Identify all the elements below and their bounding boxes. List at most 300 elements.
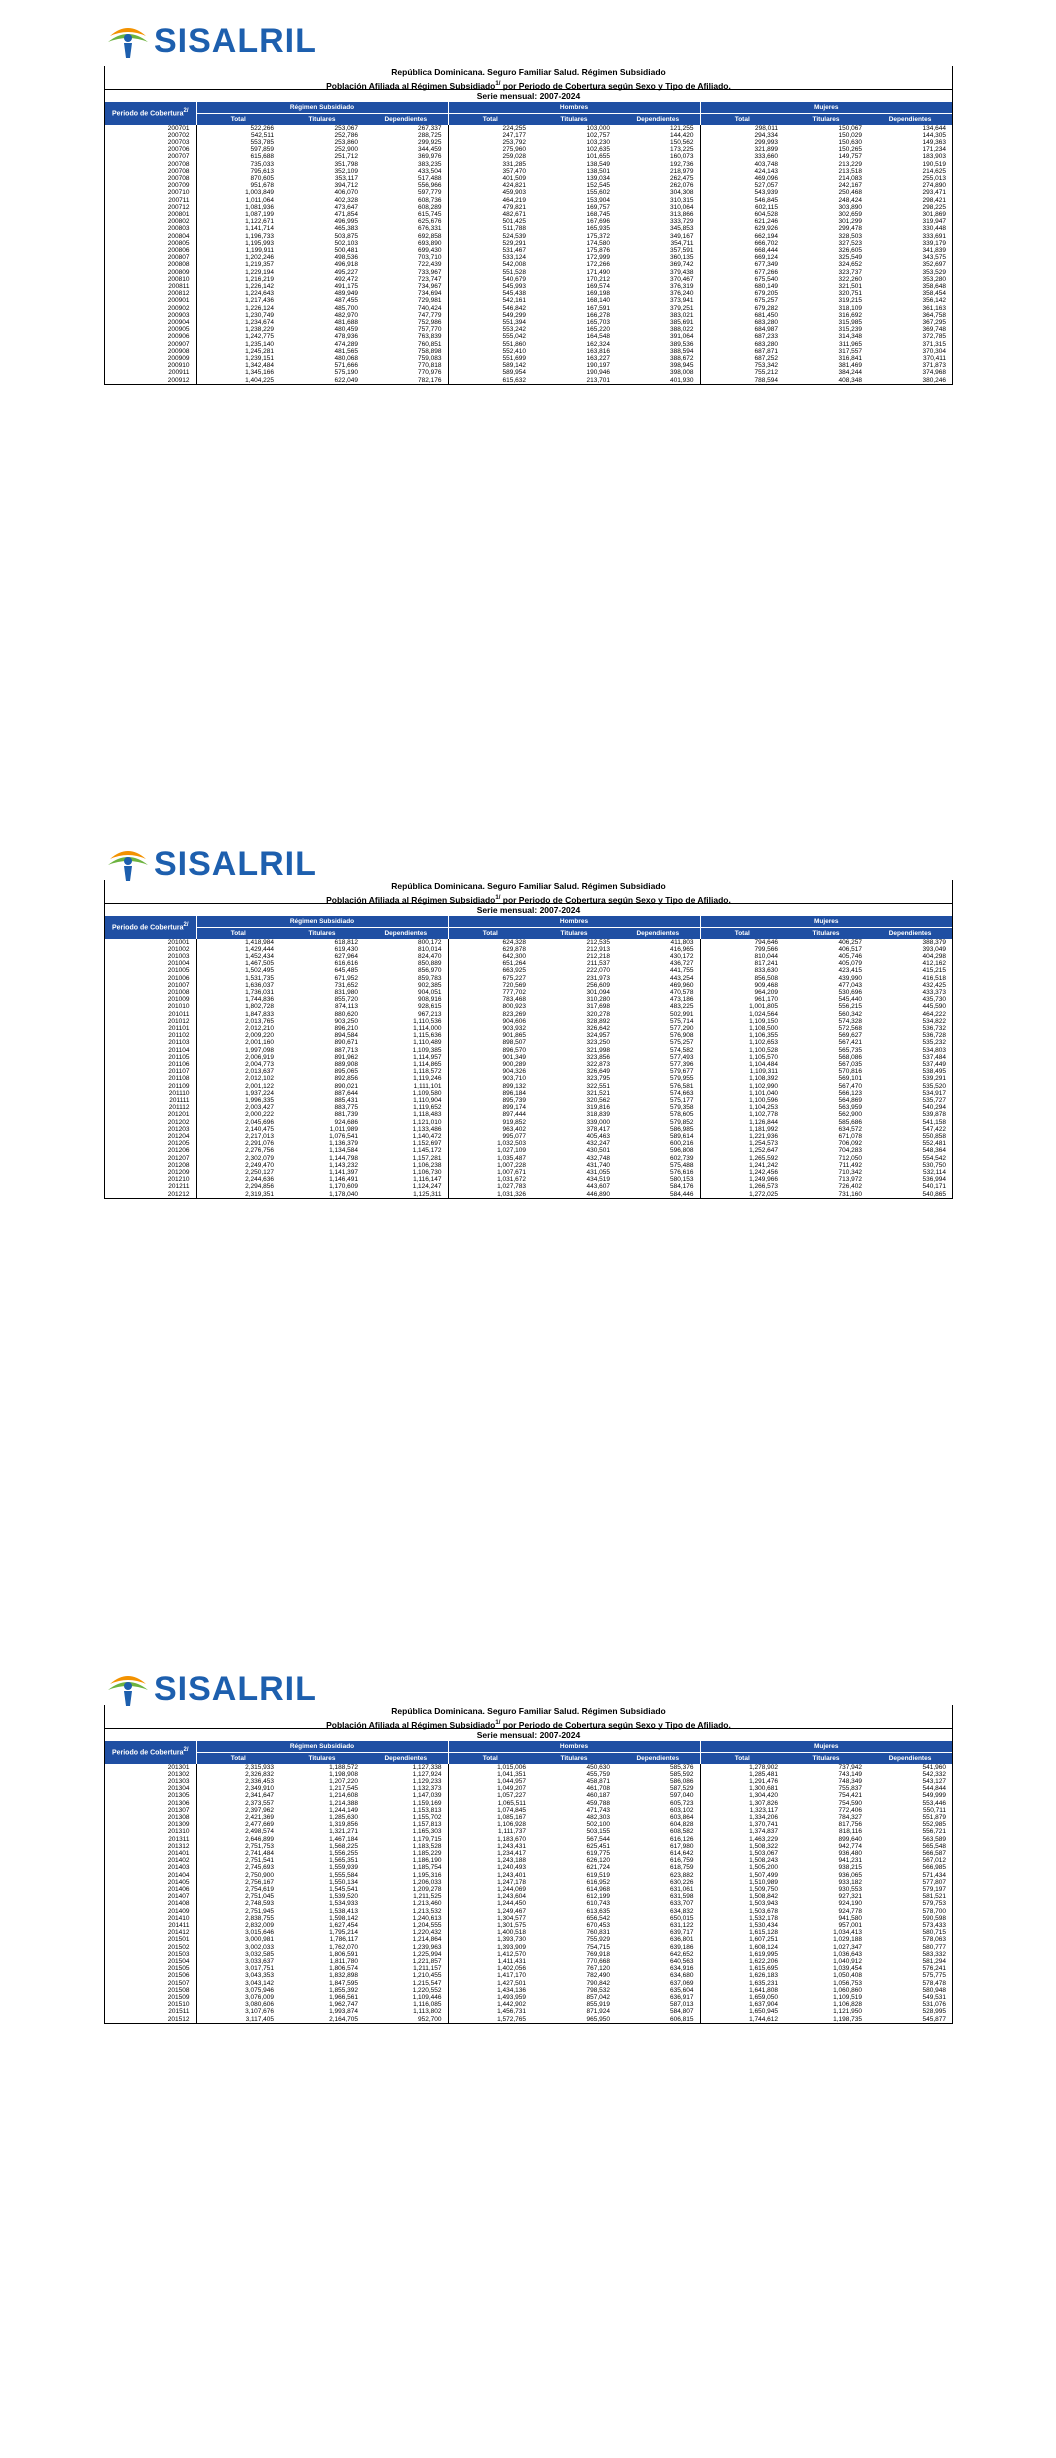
value-cell: 1,993,874	[329, 2008, 358, 2016]
value-cell: 1,106,928	[448, 1821, 532, 1828]
value-cell: 540,865	[922, 1190, 946, 1198]
value-cell: 874,113	[334, 1003, 358, 1011]
value-cell: 1,235,140	[196, 341, 280, 348]
value-cell: 1,304,420	[700, 1792, 784, 1799]
value-cell: 551,528	[448, 269, 532, 276]
value-cell: 621,724	[586, 1864, 610, 1872]
value-cell: 2,326,832	[196, 1771, 280, 1778]
periodo-cell: 201308	[167, 1813, 190, 1821]
value-cell: 3,076,009	[196, 1994, 280, 2001]
periodo-cell: 201403	[167, 1864, 190, 1872]
value-cell: 517,488	[418, 174, 442, 182]
value-cell: 619,775	[586, 1849, 610, 1857]
value-cell: 859,783	[418, 974, 442, 982]
value-cell: 1,285,481	[700, 1771, 784, 1778]
value-cell: 616,126	[670, 1835, 694, 1843]
value-cell: 894,584	[334, 1032, 358, 1040]
value-cell: 1,114,865	[413, 1060, 442, 1068]
value-cell: 576,581	[670, 1082, 694, 1090]
value-cell: 423,415	[838, 967, 862, 975]
value-cell: 1,321,271	[329, 1828, 358, 1836]
value-cell: 321,899	[700, 146, 784, 153]
value-cell: 322,873	[586, 1060, 610, 1068]
value-cell: 1,463,229	[700, 1836, 784, 1843]
value-cell: 1,786,117	[329, 1936, 358, 1944]
value-cell: 247,177	[448, 132, 532, 139]
value-cell: 735,033	[196, 161, 280, 168]
value-cell: 1,217,436	[196, 297, 280, 304]
value-cell: 1,622,206	[700, 1958, 784, 1965]
value-cell: 608,582	[670, 1828, 694, 1836]
value-cell: 1,183,670	[448, 1836, 532, 1843]
value-cell: 1,104,484	[700, 1061, 784, 1068]
value-cell: 580,153	[670, 1176, 694, 1184]
value-cell: 587,529	[670, 1785, 694, 1793]
value-cell: 1,285,630	[329, 1813, 358, 1821]
table-row	[105, 1850, 952, 1857]
value-cell: 1,962,747	[329, 2001, 358, 2009]
value-cell: 415,215	[922, 967, 946, 975]
periodo-cell: 200808	[167, 261, 190, 269]
periodo-cell: 200804	[167, 232, 190, 240]
value-cell: 635,604	[670, 1986, 694, 1994]
value-cell: 253,067	[334, 124, 358, 132]
value-cell: 1,832,898	[329, 1972, 358, 1980]
value-cell: 2,217,013	[196, 1133, 280, 1140]
value-cell: 666,702	[700, 240, 784, 247]
group-header-mujeres: Mujeres	[700, 916, 952, 928]
value-cell: 817,756	[838, 1821, 862, 1829]
value-cell: 586,985	[670, 1125, 694, 1133]
value-cell: 777,702	[448, 989, 532, 996]
table-row	[105, 1836, 952, 1843]
value-cell: 903,250	[334, 1017, 358, 1025]
value-cell: 405,746	[838, 952, 862, 960]
value-cell: 502,100	[586, 1821, 610, 1829]
sisalril-logo	[106, 22, 317, 60]
value-cell: 1,159,169	[412, 1799, 442, 1807]
value-cell: 432,247	[586, 1140, 610, 1148]
value-cell: 734,694	[418, 290, 442, 298]
value-cell: 1,185,754	[412, 1864, 442, 1872]
periodo-cell: 201110	[168, 1089, 190, 1097]
value-cell: 469,096	[700, 175, 784, 182]
periodo-cell: 201104	[168, 1046, 190, 1054]
value-cell: 416,965	[670, 945, 694, 953]
value-cell: 1,659,050	[700, 1994, 784, 2001]
periodo-cell: 201501	[167, 1936, 190, 1944]
table-row	[105, 1003, 952, 1010]
value-cell: 1,429,444	[196, 946, 280, 953]
periodo-cell: 200706	[167, 146, 190, 154]
value-cell: 381,469	[838, 362, 862, 370]
table-row	[105, 1958, 952, 1965]
periodo-cell: 200708	[167, 167, 190, 175]
table-row	[105, 290, 952, 297]
periodo-cell: 200801	[167, 210, 190, 218]
value-cell: 759,083	[418, 355, 442, 362]
value-cell: 531,467	[448, 247, 532, 254]
value-cell: 890,021	[334, 1082, 358, 1090]
value-cell: 190,946	[586, 369, 610, 377]
col-header-dependientes: Dependientes	[616, 1752, 700, 1764]
value-cell: 325,549	[838, 254, 862, 262]
value-cell: 1,140,472	[412, 1132, 442, 1140]
value-cell: 322,551	[586, 1082, 610, 1090]
value-cell: 613,635	[586, 1907, 610, 1915]
value-cell: 2,373,557	[196, 1800, 280, 1807]
value-cell: 539,878	[922, 1111, 946, 1119]
value-cell: 357,470	[448, 168, 532, 175]
periodo-cell: 201009	[167, 996, 190, 1004]
value-cell: 314,348	[838, 333, 862, 341]
value-cell: 1,124,247	[412, 1183, 442, 1191]
value-cell: 585,592	[670, 1770, 694, 1778]
value-cell: 2,276,756	[196, 1147, 280, 1154]
value-cell: 1,076,541	[329, 1132, 358, 1140]
value-cell: 1,607,251	[700, 1936, 784, 1943]
value-cell: 1,240,613	[412, 1914, 442, 1922]
table-row	[105, 996, 952, 1003]
value-cell: 1,795,214	[329, 1929, 358, 1937]
value-cell: 1,001,805	[700, 1003, 784, 1010]
value-cell: 326,642	[586, 1024, 610, 1032]
value-cell: 1,220,432	[412, 1929, 442, 1937]
value-cell: 474,289	[334, 340, 358, 348]
value-cell: 579,197	[922, 1885, 946, 1893]
table-row	[105, 1155, 952, 1162]
value-cell: 754,421	[838, 1792, 862, 1800]
value-cell: 584,446	[670, 1190, 694, 1198]
value-cell: 2,751,045	[196, 1893, 280, 1900]
value-cell: 1,615,695	[700, 1965, 784, 1972]
periodo-cell: 200902	[167, 304, 190, 312]
value-cell: 1,110,489	[413, 1039, 442, 1047]
value-cell: 575,257	[670, 1039, 694, 1047]
value-cell: 527,057	[700, 182, 784, 189]
periodo-cell: 200702	[167, 131, 190, 139]
value-cell: 831,980	[334, 988, 358, 996]
value-cell: 733,967	[418, 268, 442, 276]
value-cell: 752,986	[418, 318, 442, 326]
value-cell: 1,143,232	[329, 1161, 358, 1169]
table-row	[105, 1075, 952, 1082]
value-cell: 1,221,936	[700, 1133, 784, 1140]
value-cell: 503,875	[334, 232, 358, 240]
value-cell: 1,238,229	[196, 326, 280, 333]
value-cell: 711,492	[838, 1161, 862, 1169]
value-cell: 1,598,142	[329, 1914, 358, 1922]
value-cell: 534,803	[922, 1046, 946, 1054]
table-row	[105, 1054, 952, 1061]
value-cell: 360,135	[670, 254, 694, 262]
value-cell: 150,265	[838, 146, 862, 154]
value-cell: 610,743	[586, 1900, 610, 1908]
value-cell: 1,032,503	[448, 1140, 532, 1147]
value-cell: 319,215	[838, 297, 862, 305]
value-cell: 1,031,672	[448, 1176, 532, 1183]
value-cell: 138,501	[586, 167, 610, 175]
value-cell: 964,209	[700, 989, 784, 996]
value-cell: 464,222	[922, 1010, 946, 1018]
value-cell: 1,502,495	[196, 967, 280, 974]
periodo-cell: 201409	[167, 1907, 190, 1915]
value-cell: 737,942	[838, 1763, 862, 1771]
value-cell: 175,876	[586, 246, 610, 254]
value-cell: 1,641,808	[700, 1987, 784, 1994]
value-cell: 551,879	[922, 1813, 946, 1821]
periodo-cell: 201309	[167, 1821, 190, 1829]
value-cell: 941,231	[838, 1857, 862, 1865]
value-cell: 1,036,643	[833, 1950, 862, 1958]
value-cell: 404,298	[922, 952, 946, 960]
value-cell: 951,678	[196, 182, 280, 189]
periodo-cell: 201407	[167, 1893, 190, 1901]
value-cell: 1,011,064	[196, 197, 280, 204]
value-cell: 353,529	[922, 268, 946, 276]
value-cell: 310,064	[670, 203, 694, 211]
value-cell: 622,049	[334, 376, 358, 384]
value-cell: 371,315	[922, 340, 946, 348]
value-cell: 482,970	[334, 311, 358, 319]
value-cell: 904,051	[418, 988, 442, 996]
table-row	[105, 1018, 952, 1025]
value-cell: 491,175	[334, 282, 358, 290]
value-cell: 1,100,596	[700, 1097, 784, 1104]
value-cell: 530,750	[922, 1161, 946, 1169]
periodo-cell: 200811	[168, 282, 190, 290]
value-cell: 317,698	[586, 1003, 610, 1011]
table-row	[105, 1980, 952, 1987]
value-cell: 1,996,335	[196, 1097, 280, 1104]
report-table-block	[104, 1705, 953, 2024]
value-cell: 575,775	[922, 1972, 946, 1980]
value-cell: 168,745	[586, 210, 610, 218]
value-cell: 1,049,207	[448, 1785, 532, 1792]
col-header-total: Total	[196, 927, 280, 939]
value-cell: 930,553	[838, 1885, 862, 1893]
value-cell: 1,102,990	[700, 1083, 784, 1090]
value-cell: 795,613	[196, 168, 280, 175]
value-cell: 587,013	[670, 2001, 694, 2009]
value-cell: 489,949	[334, 290, 358, 298]
value-cell: 354,711	[670, 239, 694, 247]
value-cell: 166,278	[586, 311, 610, 319]
value-cell: 1,186,190	[412, 1857, 442, 1865]
value-cell: 904,326	[448, 1068, 532, 1075]
value-cell: 770,818	[418, 362, 442, 370]
col-header-titulares: Titulares	[280, 927, 364, 939]
value-cell: 538,495	[922, 1068, 946, 1076]
value-cell: 679,205	[700, 290, 784, 297]
value-cell: 640,563	[670, 1957, 694, 1965]
table-row	[105, 1814, 952, 1821]
value-cell: 1,211,525	[413, 1893, 442, 1901]
value-cell: 870,605	[196, 175, 280, 182]
table-row	[105, 1090, 952, 1097]
value-cell: 1,211,157	[413, 1965, 442, 1973]
value-cell: 103,230	[586, 138, 610, 146]
value-cell: 212,218	[586, 952, 610, 960]
value-cell: 710,342	[838, 1169, 862, 1176]
value-cell: 361,163	[922, 304, 946, 312]
value-cell: 190,519	[922, 160, 946, 168]
group-header-regimen: Régimen Subsidiado	[196, 1741, 448, 1753]
table-row	[105, 1879, 952, 1886]
value-cell: 248,424	[838, 196, 862, 204]
value-cell: 1,040,912	[833, 1957, 862, 1965]
value-cell: 880,620	[334, 1010, 358, 1018]
value-cell: 575,177	[670, 1096, 694, 1104]
value-cell: 492,472	[334, 275, 358, 283]
value-cell: 1,087,199	[196, 211, 280, 218]
value-cell: 537,449	[922, 1060, 946, 1068]
value-cell: 190,197	[586, 362, 610, 370]
value-cell: 624,328	[448, 939, 532, 946]
periodo-cell: 200803	[167, 225, 190, 233]
value-cell: 1,626,183	[700, 1972, 784, 1979]
value-cell: 734,967	[418, 282, 442, 290]
value-cell: 445,590	[922, 1003, 946, 1011]
value-cell: 602,115	[700, 204, 784, 211]
value-cell: 1,400,518	[448, 1929, 532, 1936]
value-cell: 579,753	[922, 1900, 946, 1908]
value-cell: 1,503,678	[700, 1908, 784, 1915]
value-cell: 165,703	[586, 318, 610, 326]
value-cell: 1,637,904	[700, 2001, 784, 2008]
value-cell: 318,109	[838, 304, 862, 312]
periodo-cell: 201507	[167, 1979, 190, 1987]
value-cell: 2,013,637	[196, 1068, 280, 1075]
value-cell: 606,815	[670, 2015, 694, 2023]
col-header-titulares: Titulares	[280, 1752, 364, 1764]
value-cell: 144,305	[922, 131, 946, 139]
value-cell: 3,017,751	[196, 1965, 280, 1972]
table-row	[105, 1104, 952, 1111]
value-cell: 1,198,908	[329, 1770, 358, 1778]
value-cell: 575,190	[334, 369, 358, 377]
value-cell: 536,732	[922, 1024, 946, 1032]
value-cell: 450,630	[586, 1763, 610, 1771]
value-cell: 1,209,278	[412, 1885, 442, 1893]
value-cell: 1,249,966	[700, 1176, 784, 1183]
value-cell: 461,708	[586, 1785, 610, 1793]
value-cell: 790,842	[586, 1979, 610, 1987]
value-cell: 144,420	[670, 131, 694, 139]
table-row	[105, 1994, 952, 2001]
value-cell: 603,864	[670, 1813, 694, 1821]
report-serie: Serie mensual: 2007-2024	[105, 1728, 952, 1741]
value-cell: 163,816	[586, 347, 610, 355]
value-cell: 139,034	[586, 174, 610, 182]
value-cell: 388,594	[670, 347, 694, 355]
table-row	[105, 1140, 952, 1147]
table-row	[105, 1972, 952, 1979]
periodo-cell: 200907	[167, 340, 190, 348]
value-cell: 373,941	[670, 297, 694, 305]
value-cell: 262,076	[670, 182, 694, 190]
value-cell: 378,417	[586, 1125, 610, 1133]
table-row	[105, 982, 952, 989]
value-cell: 1,615,128	[700, 1929, 784, 1936]
table-row	[105, 312, 952, 319]
col-header-titulares: Titulares	[280, 113, 364, 125]
value-cell: 482,671	[448, 211, 532, 218]
table-row	[105, 261, 952, 268]
table-row	[105, 139, 952, 146]
table-row	[105, 1047, 952, 1054]
table-row	[105, 2016, 952, 2023]
value-cell: 358,454	[922, 290, 946, 298]
periodo-cell: 200903	[167, 311, 190, 319]
value-cell: 2,754,619	[196, 1886, 280, 1893]
value-cell: 901,865	[448, 1032, 532, 1039]
value-cell: 754,715	[586, 1943, 610, 1951]
value-cell: 824,470	[418, 952, 442, 960]
periodo-cell: 201207	[167, 1154, 190, 1162]
periodo-cell: 201109	[168, 1082, 190, 1090]
value-cell: 212,535	[586, 938, 610, 946]
value-cell: 1,196,733	[196, 233, 280, 240]
value-cell: 481,565	[334, 347, 358, 355]
value-cell: 899,640	[838, 1835, 862, 1843]
value-cell: 103,000	[586, 124, 610, 132]
value-cell: 256,609	[586, 981, 610, 989]
group-header-mujeres: Mujeres	[700, 1741, 952, 1753]
periodo-cell: 201012	[167, 1017, 190, 1025]
value-cell: 1,249,467	[448, 1908, 532, 1915]
value-cell: 2,315,933	[196, 1764, 280, 1771]
value-cell: 1,106,828	[833, 2001, 862, 2009]
value-cell: 1,539,520	[329, 1893, 358, 1901]
value-cell: 1,122,671	[196, 218, 280, 225]
periodo-cell: 200707	[167, 153, 190, 161]
value-cell: 740,424	[418, 304, 442, 312]
value-cell: 631,598	[670, 1893, 694, 1901]
table-row	[105, 1183, 952, 1190]
value-cell: 535,727	[922, 1096, 946, 1104]
periodo-cell: 201304	[167, 1785, 190, 1793]
value-cell: 758,898	[418, 347, 442, 355]
value-cell: 1,545,541	[329, 1885, 358, 1893]
value-cell: 589,614	[670, 1132, 694, 1140]
col-header-titulares: Titulares	[784, 1752, 868, 1764]
value-cell: 586,086	[670, 1777, 694, 1785]
value-cell: 712,050	[838, 1154, 862, 1162]
value-cell: 1,503,067	[700, 1850, 784, 1857]
value-cell: 542,161	[448, 297, 532, 304]
value-cell: 1,304,577	[448, 1915, 532, 1922]
value-cell: 1,244,069	[448, 1886, 532, 1893]
value-cell: 503,155	[586, 1828, 610, 1836]
value-cell: 626,120	[586, 1857, 610, 1865]
value-cell: 1,493,959	[448, 1994, 532, 2001]
value-cell: 575,488	[670, 1161, 694, 1169]
periodo-cell: 200901	[167, 297, 190, 305]
value-cell: 798,532	[586, 1986, 610, 1994]
value-cell: 2,646,899	[196, 1836, 280, 1843]
value-cell: 927,321	[838, 1893, 862, 1901]
value-cell: 1,041,351	[448, 1771, 532, 1778]
value-cell: 1,116,147	[413, 1176, 442, 1184]
value-cell: 1,034,413	[833, 1929, 862, 1937]
periodo-cell: 201105	[168, 1053, 190, 1061]
value-cell: 455,759	[586, 1770, 610, 1778]
periodo-cell: 201208	[167, 1161, 190, 1169]
value-cell: 662,194	[700, 233, 784, 240]
value-cell: 757,770	[418, 326, 442, 334]
value-cell: 321,521	[586, 1089, 610, 1097]
